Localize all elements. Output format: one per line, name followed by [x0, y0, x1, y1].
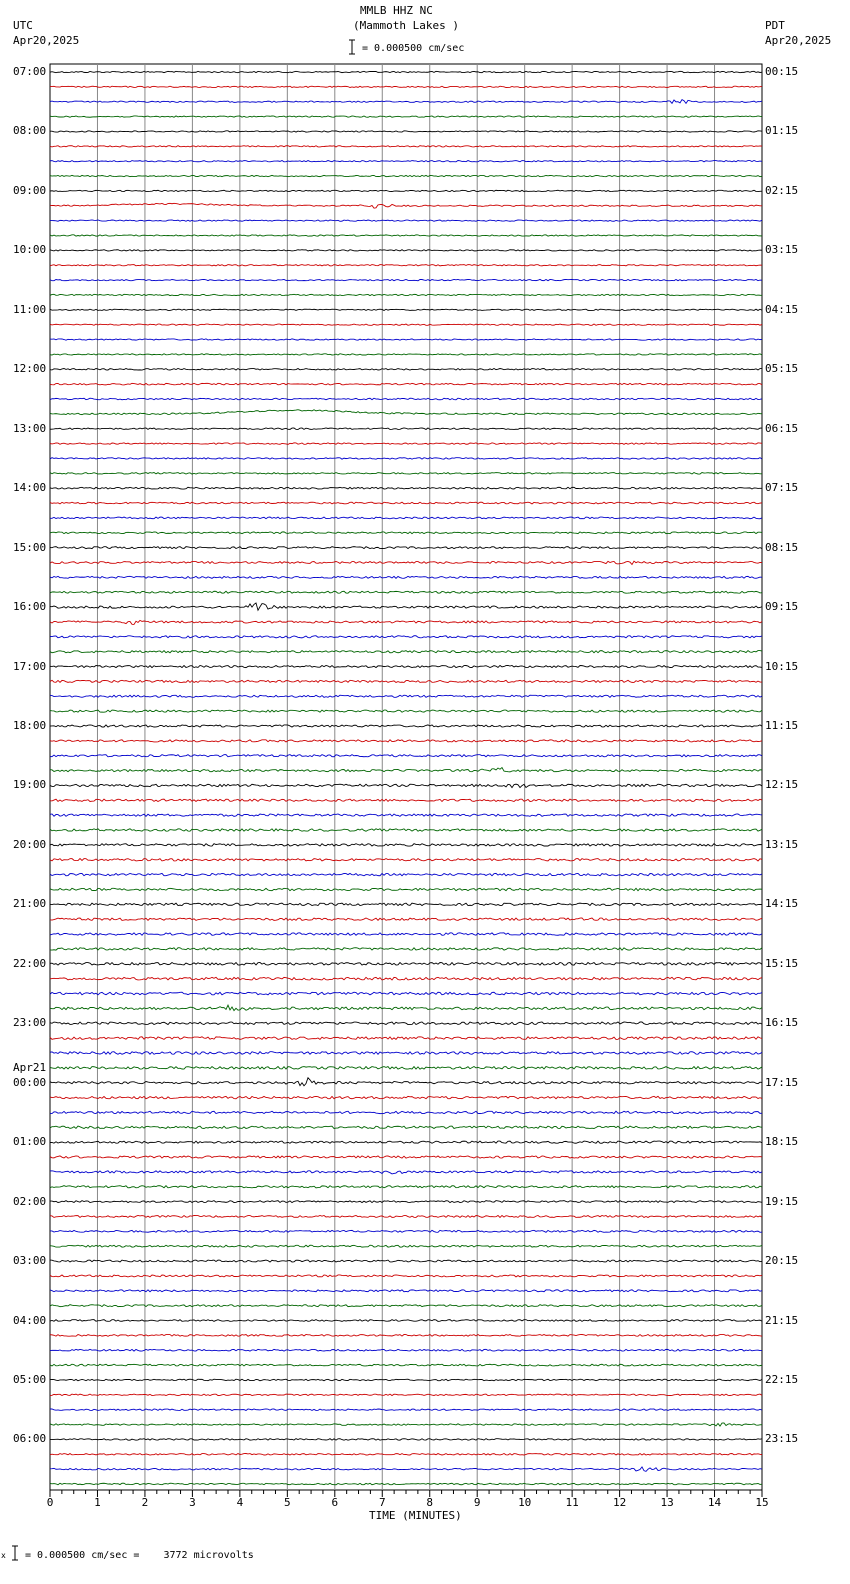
station-location: (Mammoth Lakes ) [353, 19, 459, 32]
pdt-hour-label: 06:15 [765, 421, 799, 435]
seismic-trace [50, 1260, 762, 1262]
time-axis [50, 1490, 762, 1497]
seismic-trace [50, 203, 762, 208]
seismic-trace [50, 665, 762, 667]
utc-hour-label: 17:00 [13, 659, 47, 673]
pdt-hour-label: 02:15 [765, 183, 799, 197]
seismic-trace [50, 977, 762, 980]
pdt-hour-label: 16:15 [765, 1016, 799, 1030]
seismic-trace [50, 1483, 762, 1485]
seismic-trace [50, 933, 762, 935]
left-timezone: UTC [13, 19, 33, 32]
pdt-hour-label: 00:15 [765, 65, 799, 78]
left-date: Apr20,2025 [13, 34, 80, 47]
seismic-trace [50, 428, 762, 430]
pdt-hour-label: 20:15 [765, 1254, 799, 1268]
x-tick-label: 5 [284, 1496, 291, 1509]
utc-hour-label: 18:00 [13, 718, 47, 732]
utc-hour-label: 22:00 [13, 956, 47, 970]
utc-hour-label: 14:00 [13, 481, 47, 495]
seismic-trace [50, 1067, 762, 1070]
seismic-trace [50, 532, 762, 534]
seismic-trace [50, 591, 762, 593]
pdt-hour-label: 07:15 [765, 481, 799, 495]
seismic-trace [50, 410, 762, 415]
seismic-trace [50, 680, 762, 682]
pdt-hour-label: 18:15 [765, 1135, 799, 1149]
seismic-trace [50, 873, 762, 875]
seismic-trace [50, 339, 762, 340]
seismic-trace [50, 576, 762, 578]
x-tick-label: 10 [518, 1496, 532, 1509]
pdt-hour-label: 21:15 [765, 1313, 799, 1327]
utc-hour-label: 19:00 [13, 778, 47, 792]
seismic-trace [50, 844, 762, 846]
x-tick-label: 1 [94, 1496, 101, 1509]
seismic-trace [50, 799, 762, 801]
utc-hour-label: 03:00 [13, 1254, 47, 1268]
utc-hour-label: 13:00 [13, 421, 47, 435]
seismic-trace [50, 250, 762, 251]
utc-hour-label: 09:00 [13, 183, 47, 197]
pdt-hour-label: 01:15 [765, 124, 799, 138]
pdt-hour-label: 23:15 [765, 1432, 799, 1446]
seismic-trace [50, 354, 762, 355]
seismic-trace [50, 1111, 762, 1113]
seismic-trace [50, 1454, 762, 1456]
seismic-trace [50, 547, 762, 549]
seismic-trace [50, 918, 762, 920]
seismic-trace [50, 1037, 762, 1040]
utc-hour-label: 16:00 [13, 600, 47, 614]
seismic-trace [50, 443, 762, 445]
seismic-trace [50, 740, 762, 742]
pdt-hour-label: 12:15 [765, 778, 799, 792]
utc-hour-label: 06:00 [13, 1432, 47, 1446]
seismic-trace [50, 517, 762, 519]
utc-hour-label: 23:00 [13, 1016, 47, 1030]
seismic-trace [50, 903, 762, 905]
seismic-trace [50, 651, 762, 653]
utc-hour-label: 08:00 [13, 124, 47, 138]
pdt-hour-label: 14:15 [765, 897, 799, 911]
seismic-trace [50, 473, 762, 475]
utc-hour-label: 01:00 [13, 1135, 47, 1149]
calibration-bar-icon [12, 1546, 18, 1560]
seismic-trace [50, 603, 762, 610]
seismic-trace [50, 1005, 762, 1010]
seismic-trace [50, 768, 762, 772]
seismic-trace [50, 829, 762, 831]
pdt-hour-label: 03:15 [765, 243, 799, 257]
seismic-trace [50, 1467, 762, 1472]
seismic-trace [50, 265, 762, 266]
seismic-trace [50, 1423, 762, 1426]
seismic-trace [50, 1171, 762, 1174]
seismic-trace [50, 1230, 762, 1232]
seismic-trace [50, 1379, 762, 1381]
seismic-trace [50, 1245, 762, 1247]
date-change-label: Apr21 [13, 1061, 47, 1074]
x-tick-label: 2 [141, 1496, 149, 1509]
seismic-trace [50, 1290, 762, 1292]
seismic-trace [50, 814, 762, 816]
utc-hour-label: 12:00 [13, 362, 47, 376]
seismic-trace [50, 1409, 762, 1411]
pdt-hour-label: 04:15 [765, 302, 799, 316]
x-tick-label: 4 [236, 1496, 244, 1509]
pdt-hour-label: 09:15 [765, 600, 799, 614]
pdt-hour-label: 19:15 [765, 1194, 799, 1208]
seismic-trace [50, 1305, 762, 1307]
seismic-trace [50, 383, 762, 385]
pdt-hour-label: 13:15 [765, 837, 799, 851]
utc-hour-label: 04:00 [13, 1313, 47, 1327]
scale-text: = 0.000500 cm/sec [362, 43, 465, 54]
seismic-trace [50, 1394, 762, 1396]
right-date: Apr20,2025 [765, 34, 832, 47]
seismic-trace [50, 962, 762, 965]
seismic-trace [50, 190, 762, 191]
x-tick-label: 13 [660, 1496, 674, 1509]
seismic-trace [50, 636, 762, 638]
seismic-trace [50, 1215, 762, 1217]
utc-hour-label: 07:00 [13, 65, 47, 78]
seismic-trace [50, 710, 762, 712]
seismic-trace [50, 1141, 762, 1143]
seismic-trace [50, 1022, 762, 1025]
x-tick-label: 15 [755, 1496, 769, 1509]
pdt-hour-label: 11:15 [765, 718, 799, 732]
seismic-trace [50, 561, 762, 564]
seismic-trace [50, 294, 762, 295]
x-tick-label: 0 [46, 1496, 54, 1509]
seismic-trace [50, 220, 762, 221]
seismic-trace [50, 86, 762, 87]
pdt-hour-label: 17:15 [765, 1075, 799, 1089]
calibration-text: = 0.000500 cm/sec = 3772 microvolts [25, 1550, 254, 1561]
seismic-trace [50, 131, 762, 132]
x-tick-label: 11 [565, 1496, 579, 1509]
seismic-trace [50, 755, 762, 757]
pdt-hour-label: 05:15 [765, 362, 799, 376]
seismic-trace [50, 725, 762, 727]
seismic-trace [50, 279, 762, 280]
seismic-trace [50, 1078, 762, 1086]
pdt-hour-label: 22:15 [765, 1372, 799, 1386]
seismic-trace [50, 1320, 762, 1322]
seismic-trace [50, 1364, 762, 1366]
x-tick-label: 7 [378, 1496, 386, 1509]
seismic-trace [50, 161, 762, 162]
seismic-trace [50, 398, 762, 400]
seismic-trace [50, 1349, 762, 1351]
utc-hour-label: 00:00 [13, 1075, 47, 1089]
seismic-trace [50, 1156, 762, 1158]
x-tick-label: 3 [189, 1496, 196, 1509]
x-tick-label: 9 [473, 1496, 481, 1509]
utc-hour-label: 02:00 [13, 1194, 47, 1208]
seismic-trace [50, 888, 762, 890]
x-tick-label: 14 [707, 1496, 722, 1509]
x-tick-label: 12 [613, 1496, 627, 1509]
x-tick-label: 6 [331, 1496, 339, 1509]
seismic-trace [50, 369, 762, 371]
seismic-trace [50, 1186, 762, 1188]
seismogram-traces [50, 71, 762, 1484]
utc-hour-label: 21:00 [13, 897, 47, 911]
utc-hour-label: 15:00 [13, 540, 47, 554]
seismic-trace [50, 71, 762, 72]
seismic-trace [50, 1201, 762, 1203]
pdt-hour-label: 08:15 [765, 540, 799, 554]
seismic-trace [50, 458, 762, 460]
seismic-trace [50, 859, 762, 861]
utc-hour-label: 05:00 [13, 1372, 47, 1386]
seismic-trace [50, 1334, 762, 1336]
seismic-trace [50, 116, 762, 117]
seismic-trace [50, 100, 762, 104]
seismic-trace [50, 1052, 762, 1055]
seismic-trace [50, 695, 762, 697]
seismic-trace [50, 1096, 762, 1098]
pdt-hour-label: 10:15 [765, 659, 799, 673]
seismic-trace [50, 992, 762, 995]
utc-hour-label: 10:00 [13, 243, 47, 257]
x-axis-label: TIME (MINUTES) [369, 1509, 462, 1522]
seismic-trace [50, 784, 762, 787]
seismic-trace [50, 1275, 762, 1277]
seismic-trace [50, 146, 762, 147]
scale-bar-icon [349, 40, 355, 54]
seismic-trace [50, 1126, 762, 1128]
utc-hour-label: 11:00 [13, 302, 47, 316]
seismic-trace [50, 620, 762, 624]
seismic-trace [50, 324, 762, 325]
pdt-hour-label: 15:15 [765, 956, 799, 970]
seismic-trace [50, 175, 762, 176]
seismic-trace [50, 235, 762, 236]
seismic-trace [50, 309, 762, 310]
x-tick-label: 8 [426, 1496, 434, 1509]
seismic-trace [50, 502, 762, 504]
utc-hour-label: 20:00 [13, 837, 47, 851]
seismic-trace [50, 1439, 762, 1441]
right-timezone: PDT [765, 19, 785, 32]
station-title: MMLB HHZ NC [360, 4, 433, 17]
seismic-trace [50, 487, 762, 489]
footer-mark: x [1, 1551, 6, 1560]
seismic-trace [50, 948, 762, 950]
